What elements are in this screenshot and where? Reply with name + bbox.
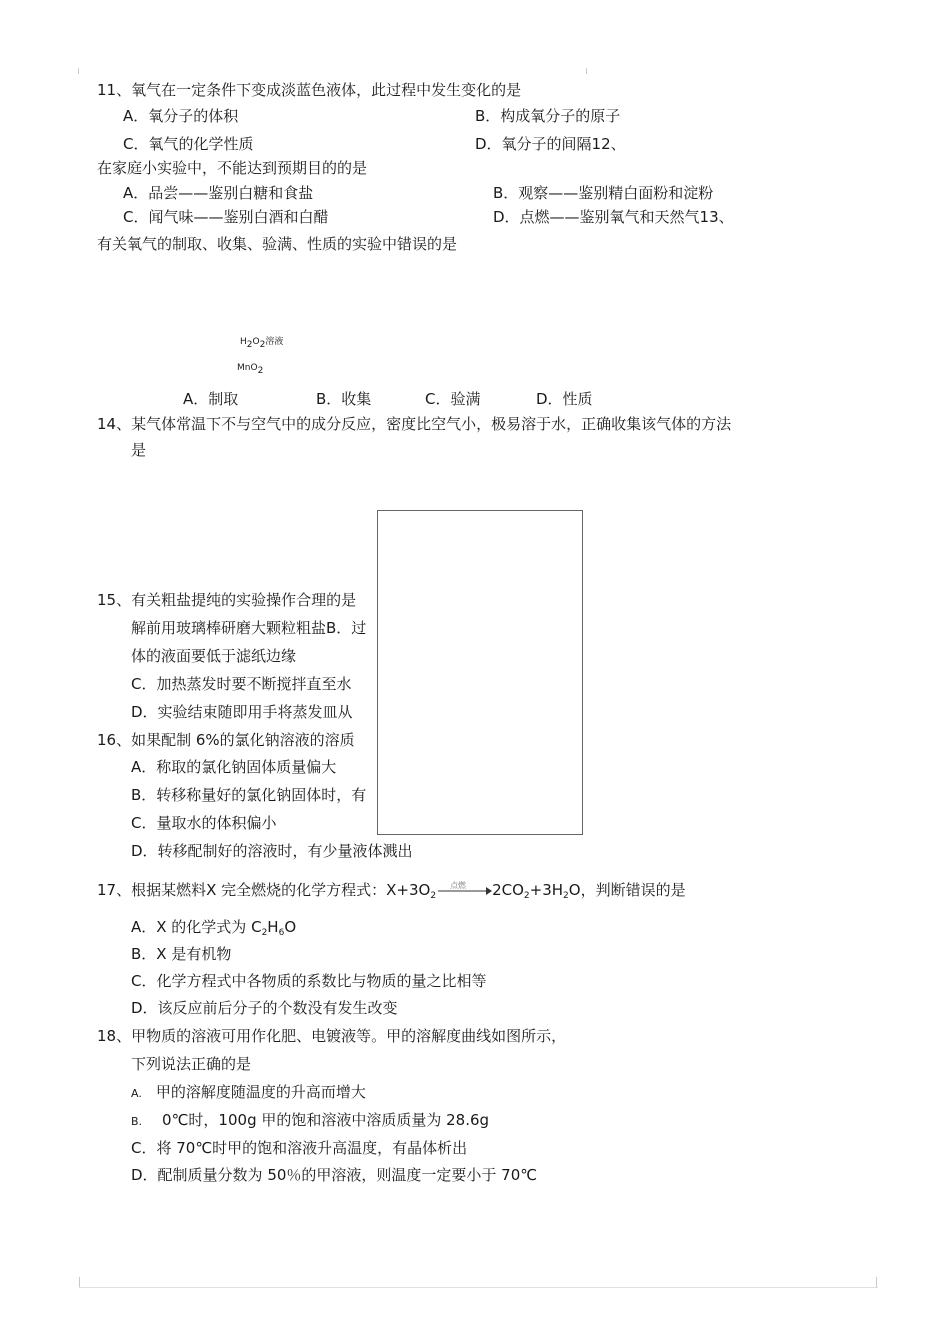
- reaction-arrow: 点燃: [436, 880, 492, 900]
- crop-mark-top-left: [78, 68, 89, 74]
- q11-option-d: D．氧分子的间隔12、: [475, 135, 626, 153]
- bottom-rule: [79, 1287, 878, 1288]
- q18-option-d: D．配制质量分数为 50％的甲溶液，则温度一定要小于 70℃: [131, 1166, 538, 1184]
- q12-option-b: B．观察——鉴别精白面粉和淀粉: [493, 184, 714, 202]
- q18-option-c: C．将 70℃时甲的饱和溶液升高温度，有晶体析出: [131, 1139, 468, 1157]
- q18-stem: 18、甲物质的溶液可用作化肥、电镀液等。甲的溶解度曲线如图所示，: [97, 1027, 567, 1045]
- q16-option-b: B．转移称量好的氯化钠固体时，有: [131, 786, 367, 804]
- q13-option-d: D．性质: [536, 390, 593, 408]
- q16-stem: 16、如果配制 6%的氯化钠溶液的溶质: [97, 731, 355, 749]
- q18-option-b: B. 0℃时，100g 甲的饱和溶液中溶质质量为 28.6g: [131, 1111, 490, 1129]
- q13-option-a: A．制取: [183, 390, 239, 408]
- q13-stem: 有关氧气的制取、收集、验满、性质的实验中错误的是: [97, 235, 458, 253]
- q17-stem: 17、根据某燃料X 完全燃烧的化学方程式：$X+3O_2$ 点燃 $2CO_2+3H_2O$，判断错误的是: [97, 881, 686, 901]
- crop-mark-top-right: [586, 68, 597, 74]
- q12-option-c: C．闻气味——鉴别白酒和白醋: [123, 208, 329, 226]
- q16-option-a: A．称取的氯化钠固体质量偏大: [131, 758, 337, 776]
- q17-option-c: C．化学方程式中各物质的系数比与物质的量之比相等: [131, 972, 487, 990]
- q15-line-2: 解前用玻璃棒研磨大颗粒粗盐B．过: [131, 619, 367, 637]
- q15-option-c: C．加热蒸发时要不断搅拌直至水: [131, 675, 352, 693]
- q12-option-a: A．品尝——鉴别白糖和食盐: [123, 184, 314, 202]
- q16-option-c: C．量取水的体积偏小: [131, 814, 277, 832]
- q13-option-b: B．收集: [316, 390, 372, 408]
- q12-stem: 在家庭小实验中，不能达到预期目的的是: [97, 159, 368, 177]
- q17-option-b: B．X 是有机物: [131, 945, 232, 963]
- figure-placeholder-box: [377, 510, 583, 835]
- q16-option-d: D．转移配制好的溶液时，有少量液体溅出: [131, 842, 413, 860]
- q11-stem: 11、氧气在一定条件下变成淡蓝色液体，此过程中发生变化的是: [97, 81, 522, 99]
- q13-h2o2-label: $H_2O_2$溶液: [240, 337, 284, 350]
- q15-line-3: 体的液面要低于滤纸边缘: [131, 647, 297, 665]
- q11-option-b: B．构成氧分子的原子: [475, 107, 621, 125]
- q17-option-a: A．X 的化学式为 $C_2H_6O$: [131, 918, 297, 938]
- q18-stem-continued: 下列说法正确的是: [131, 1055, 252, 1073]
- q11-option-c: C．氧气的化学性质: [123, 135, 254, 153]
- q12-option-d: D．点燃——鉴别氧气和天然气13、: [493, 208, 734, 226]
- q14-stem-continued: 是: [131, 441, 147, 459]
- q15-stem: 15、有关粗盐提纯的实验操作合理的是: [97, 591, 357, 609]
- q18-option-a: A. 甲的溶解度随温度的升高而增大: [131, 1083, 366, 1101]
- q15-option-d: D．实验结束随即用手将蒸发皿从: [131, 703, 353, 721]
- q13-mno2-label: MnO$_2$: [237, 363, 264, 376]
- q14-stem: 14、某气体常温下不与空气中的成分反应，密度比空气小，极易溶于水，正确收集该气体的方法: [97, 415, 732, 433]
- q13-option-c: C．验满: [425, 390, 481, 408]
- q17-option-d: D．该反应前后分子的个数没有发生改变: [131, 999, 398, 1017]
- q11-option-a: A．氧分子的体积: [123, 107, 239, 125]
